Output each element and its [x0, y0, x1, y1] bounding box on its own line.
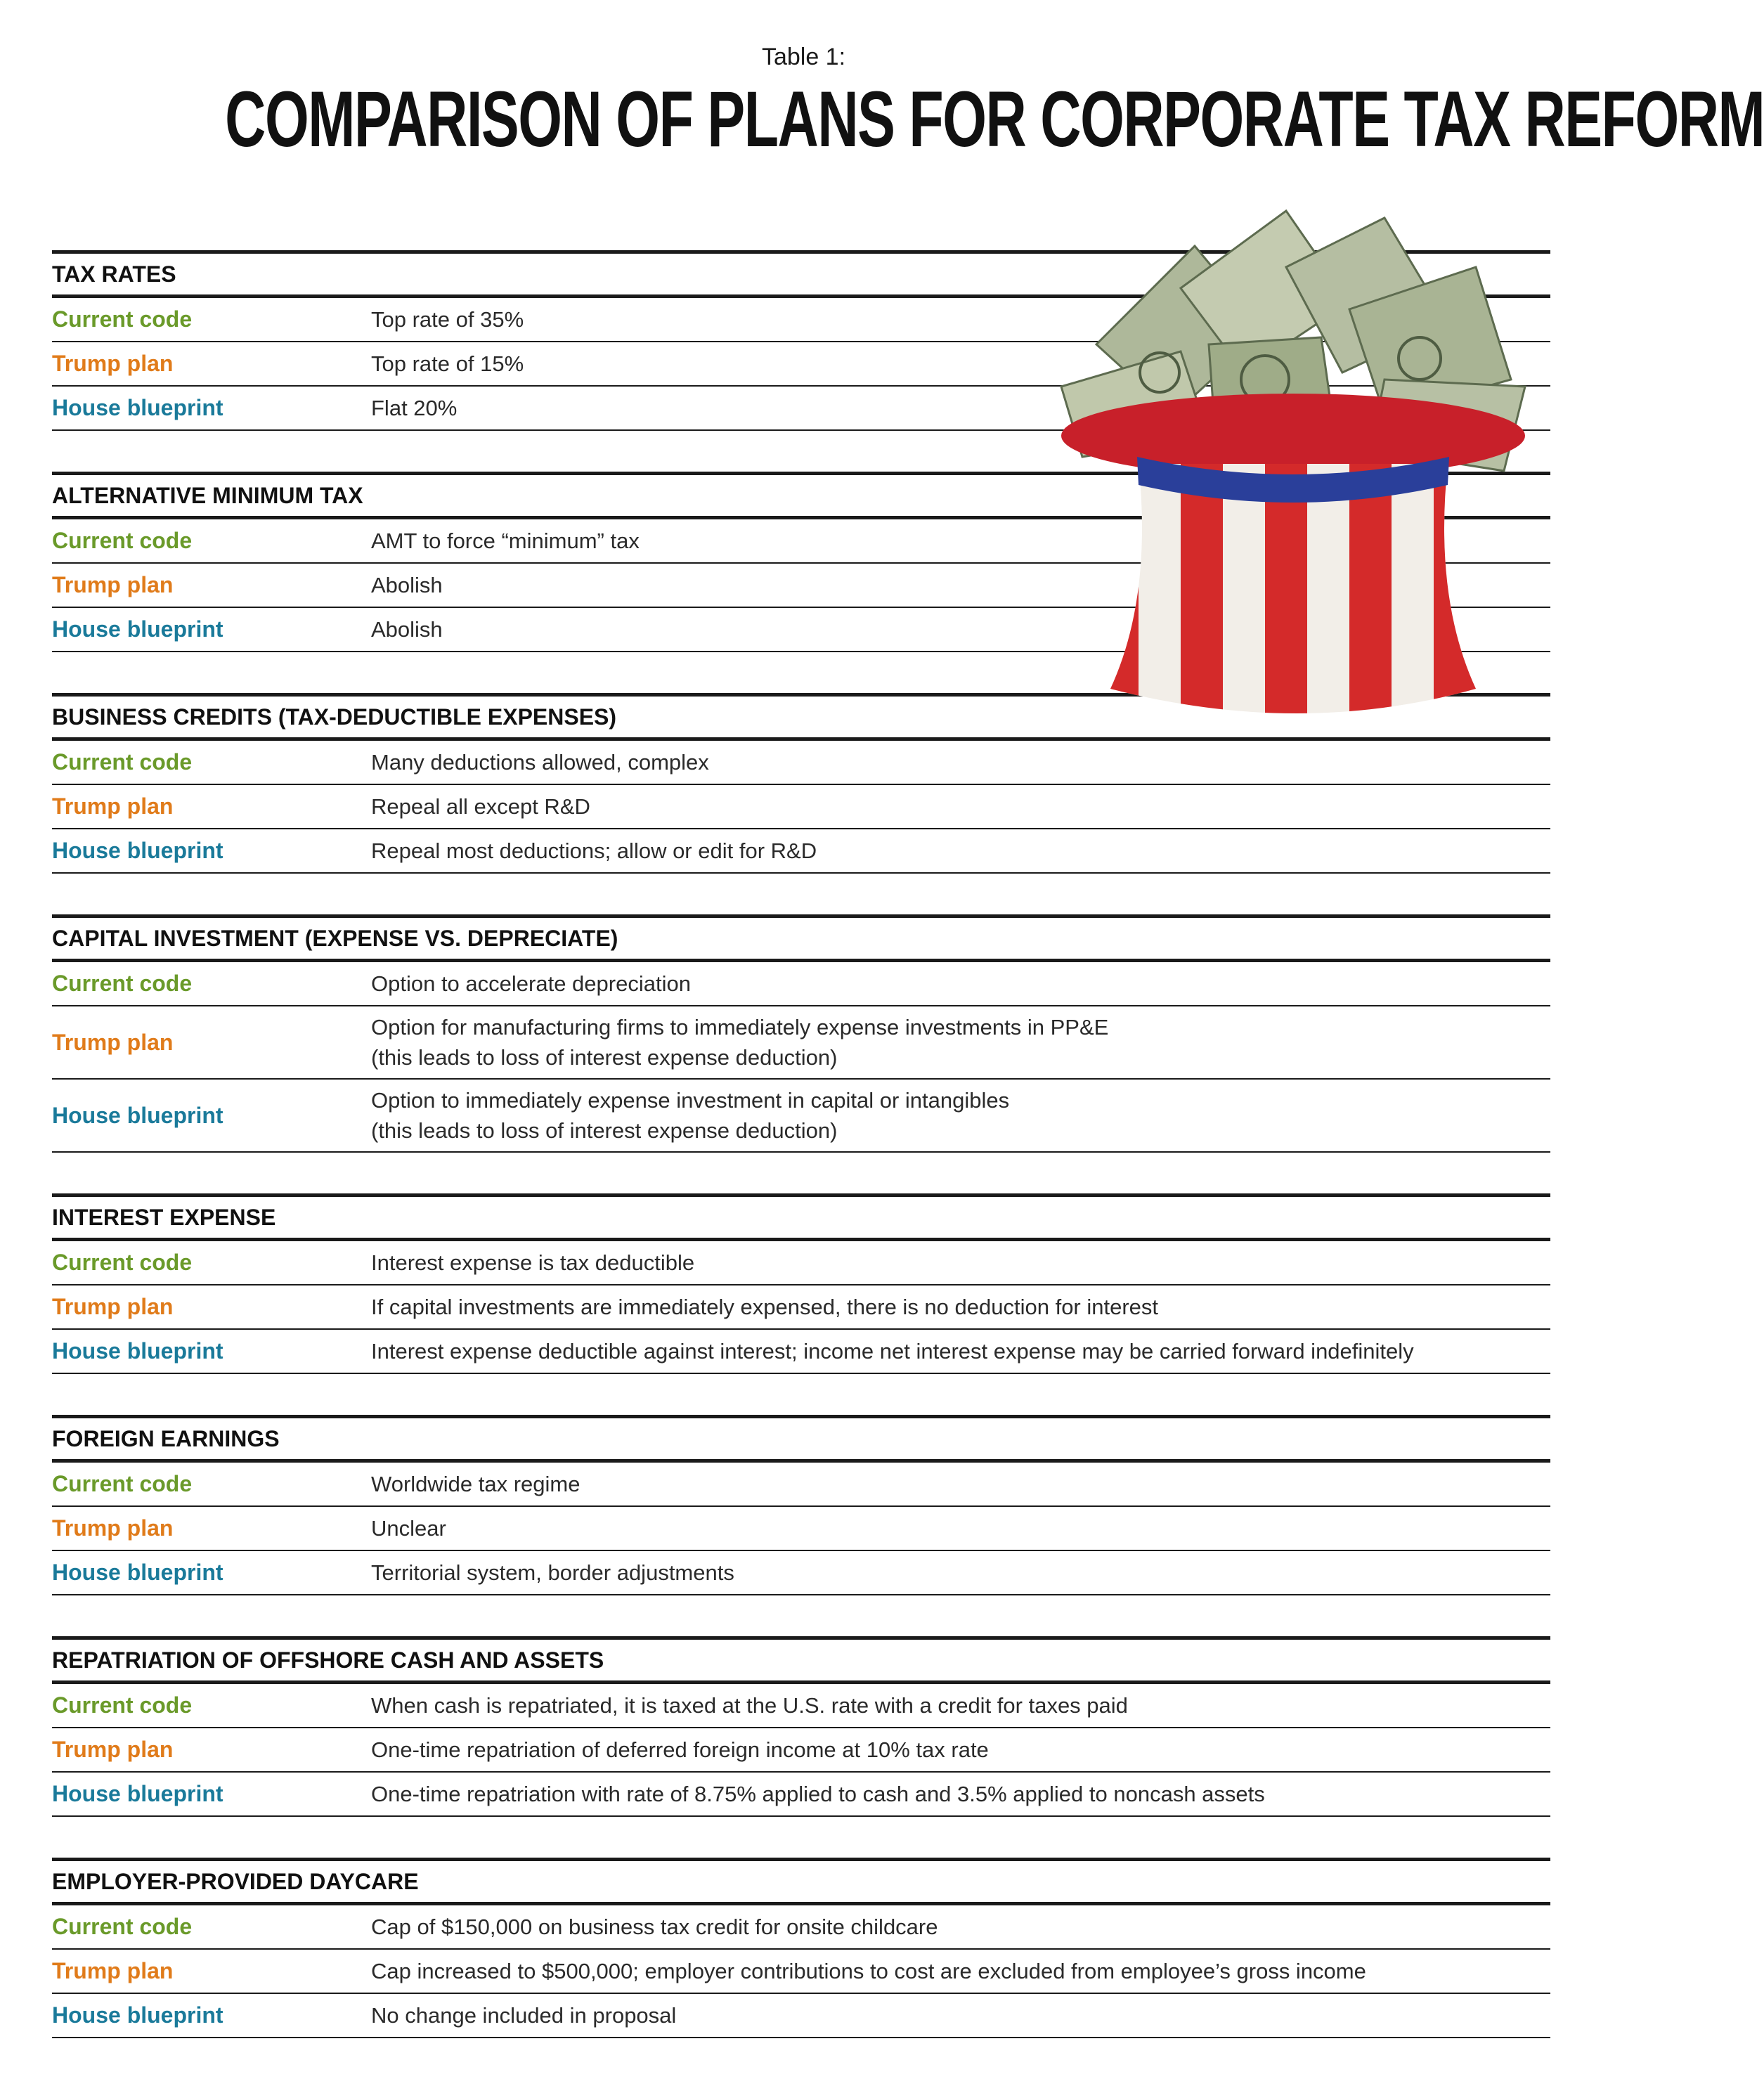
table-row [52, 1238, 1550, 1284]
row-label: Current code [52, 1914, 193, 1939]
row-value: Interest expense is tax deductible [371, 1250, 695, 1275]
table-row [52, 1005, 1550, 1078]
row-value: Flat 20% [371, 396, 458, 420]
section-title: ALTERNATIVE MINIMUM TAX [52, 472, 1550, 516]
section-title: CAPITAL INVESTMENT (EXPENSE VS. DEPRECIATE) [52, 914, 1550, 959]
table-row [52, 784, 1550, 828]
table-row [52, 1505, 1550, 1550]
page-header [0, 44, 1764, 164]
row-value: One-time repatriation of deferred foreign income at 10% tax rate [371, 1737, 989, 1762]
row-label: Current code [52, 528, 193, 553]
row-label: House blueprint [52, 838, 223, 863]
table-row [52, 1680, 1550, 1727]
row-value: Option to accelerate depreciation [371, 971, 691, 996]
row-label: Trump plan [52, 794, 174, 819]
row-value: No change included in proposal [371, 2003, 677, 2028]
row-label: Trump plan [52, 572, 174, 597]
section [52, 914, 1550, 1153]
table-label: Table 1: [761, 44, 846, 70]
table-row [52, 1550, 1550, 1595]
row-value: AMT to force “minimum” tax [371, 529, 640, 553]
row-label: House blueprint [52, 1781, 223, 1806]
row-value: Many deductions allowed, complex [371, 750, 709, 775]
row-value: One-time repatriation with rate of 8.75% applied to cash and 3.5% applied to noncash assets [371, 1782, 1265, 1806]
table-row [52, 1284, 1550, 1328]
section-title: REPATRIATION OF OFFSHORE CASH AND ASSETS [52, 1636, 1550, 1680]
row-label: Current code [52, 306, 193, 332]
section-title: FOREIGN EARNINGS [52, 1415, 1550, 1459]
row-label: Current code [52, 749, 193, 775]
row-label: Trump plan [52, 1294, 174, 1319]
section [52, 1858, 1550, 2038]
section [52, 1415, 1550, 1595]
table-row [52, 1459, 1550, 1505]
row-label: Current code [52, 1692, 193, 1718]
row-label: House blueprint [52, 616, 223, 642]
row-value: Abolish [371, 573, 443, 597]
row-label: House blueprint [52, 1560, 223, 1585]
section-title: TAX RATES [52, 250, 1550, 294]
row-value: Option for manufacturing firms to immediately expense investments in PP&E (this leads to loss of interest expense deduction) [371, 1015, 1109, 1070]
row-value: Territorial system, border adjustments [371, 1560, 734, 1585]
table-row [52, 828, 1550, 874]
table-row [52, 737, 1550, 784]
row-value: Top rate of 15% [371, 351, 524, 376]
table-row [52, 1902, 1550, 1948]
row-value: Top rate of 35% [371, 307, 524, 332]
money-hat-icon [1054, 204, 1546, 738]
table-row [52, 1328, 1550, 1374]
row-label: Trump plan [52, 351, 174, 376]
row-value: Option to immediately expense investment in capital or intangibles (this leads to loss of interest expense deduction) [371, 1088, 1010, 1143]
row-value: Unclear [371, 1516, 446, 1541]
section [52, 1636, 1550, 1817]
section-title: BUSINESS CREDITS (TAX-DEDUCTIBLE EXPENSES) [52, 693, 1550, 737]
row-value: If capital investments are immediately expensed, there is no deduction for interest [371, 1295, 1159, 1319]
row-value: Abolish [371, 617, 443, 642]
row-value: Worldwide tax regime [371, 1472, 581, 1496]
table-row [52, 959, 1550, 1005]
table-row [52, 1078, 1550, 1153]
row-label: House blueprint [52, 1338, 223, 1364]
page-title: COMPARISON OF PLANS FOR CORPORATE TAX REFORM [225, 75, 1764, 163]
row-value: Interest expense deductible against interest; income net interest expense may be carried forward indefinitely [371, 1339, 1414, 1364]
row-label: Trump plan [52, 1029, 174, 1055]
row-label: Trump plan [52, 1737, 174, 1762]
table-row [52, 1727, 1550, 1771]
row-label: House blueprint [52, 2002, 223, 2028]
row-value: Repeal most deductions; allow or edit for R&D [371, 838, 817, 863]
section-title: EMPLOYER-PROVIDED DAYCARE [52, 1858, 1550, 1902]
row-label: Current code [52, 971, 193, 996]
row-label: Trump plan [52, 1515, 174, 1541]
table-row [52, 1948, 1550, 1993]
row-label: Current code [52, 1471, 193, 1496]
row-label: House blueprint [52, 1102, 223, 1128]
row-label: House blueprint [52, 395, 223, 420]
row-label: Trump plan [52, 1958, 174, 1983]
section [52, 1193, 1550, 1374]
row-value: Cap increased to $500,000; employer contributions to cost are excluded from employee’s gross income [371, 1959, 1366, 1983]
row-value: Repeal all except R&D [371, 794, 590, 819]
row-value: When cash is repatriated, it is taxed at the U.S. rate with a credit for taxes paid [371, 1693, 1128, 1718]
row-value: Cap of $150,000 on business tax credit for onsite childcare [371, 1915, 938, 1939]
row-label: Current code [52, 1250, 193, 1275]
table-row [52, 1993, 1550, 2038]
table-row [52, 1771, 1550, 1817]
section-title: INTEREST EXPENSE [52, 1193, 1550, 1238]
